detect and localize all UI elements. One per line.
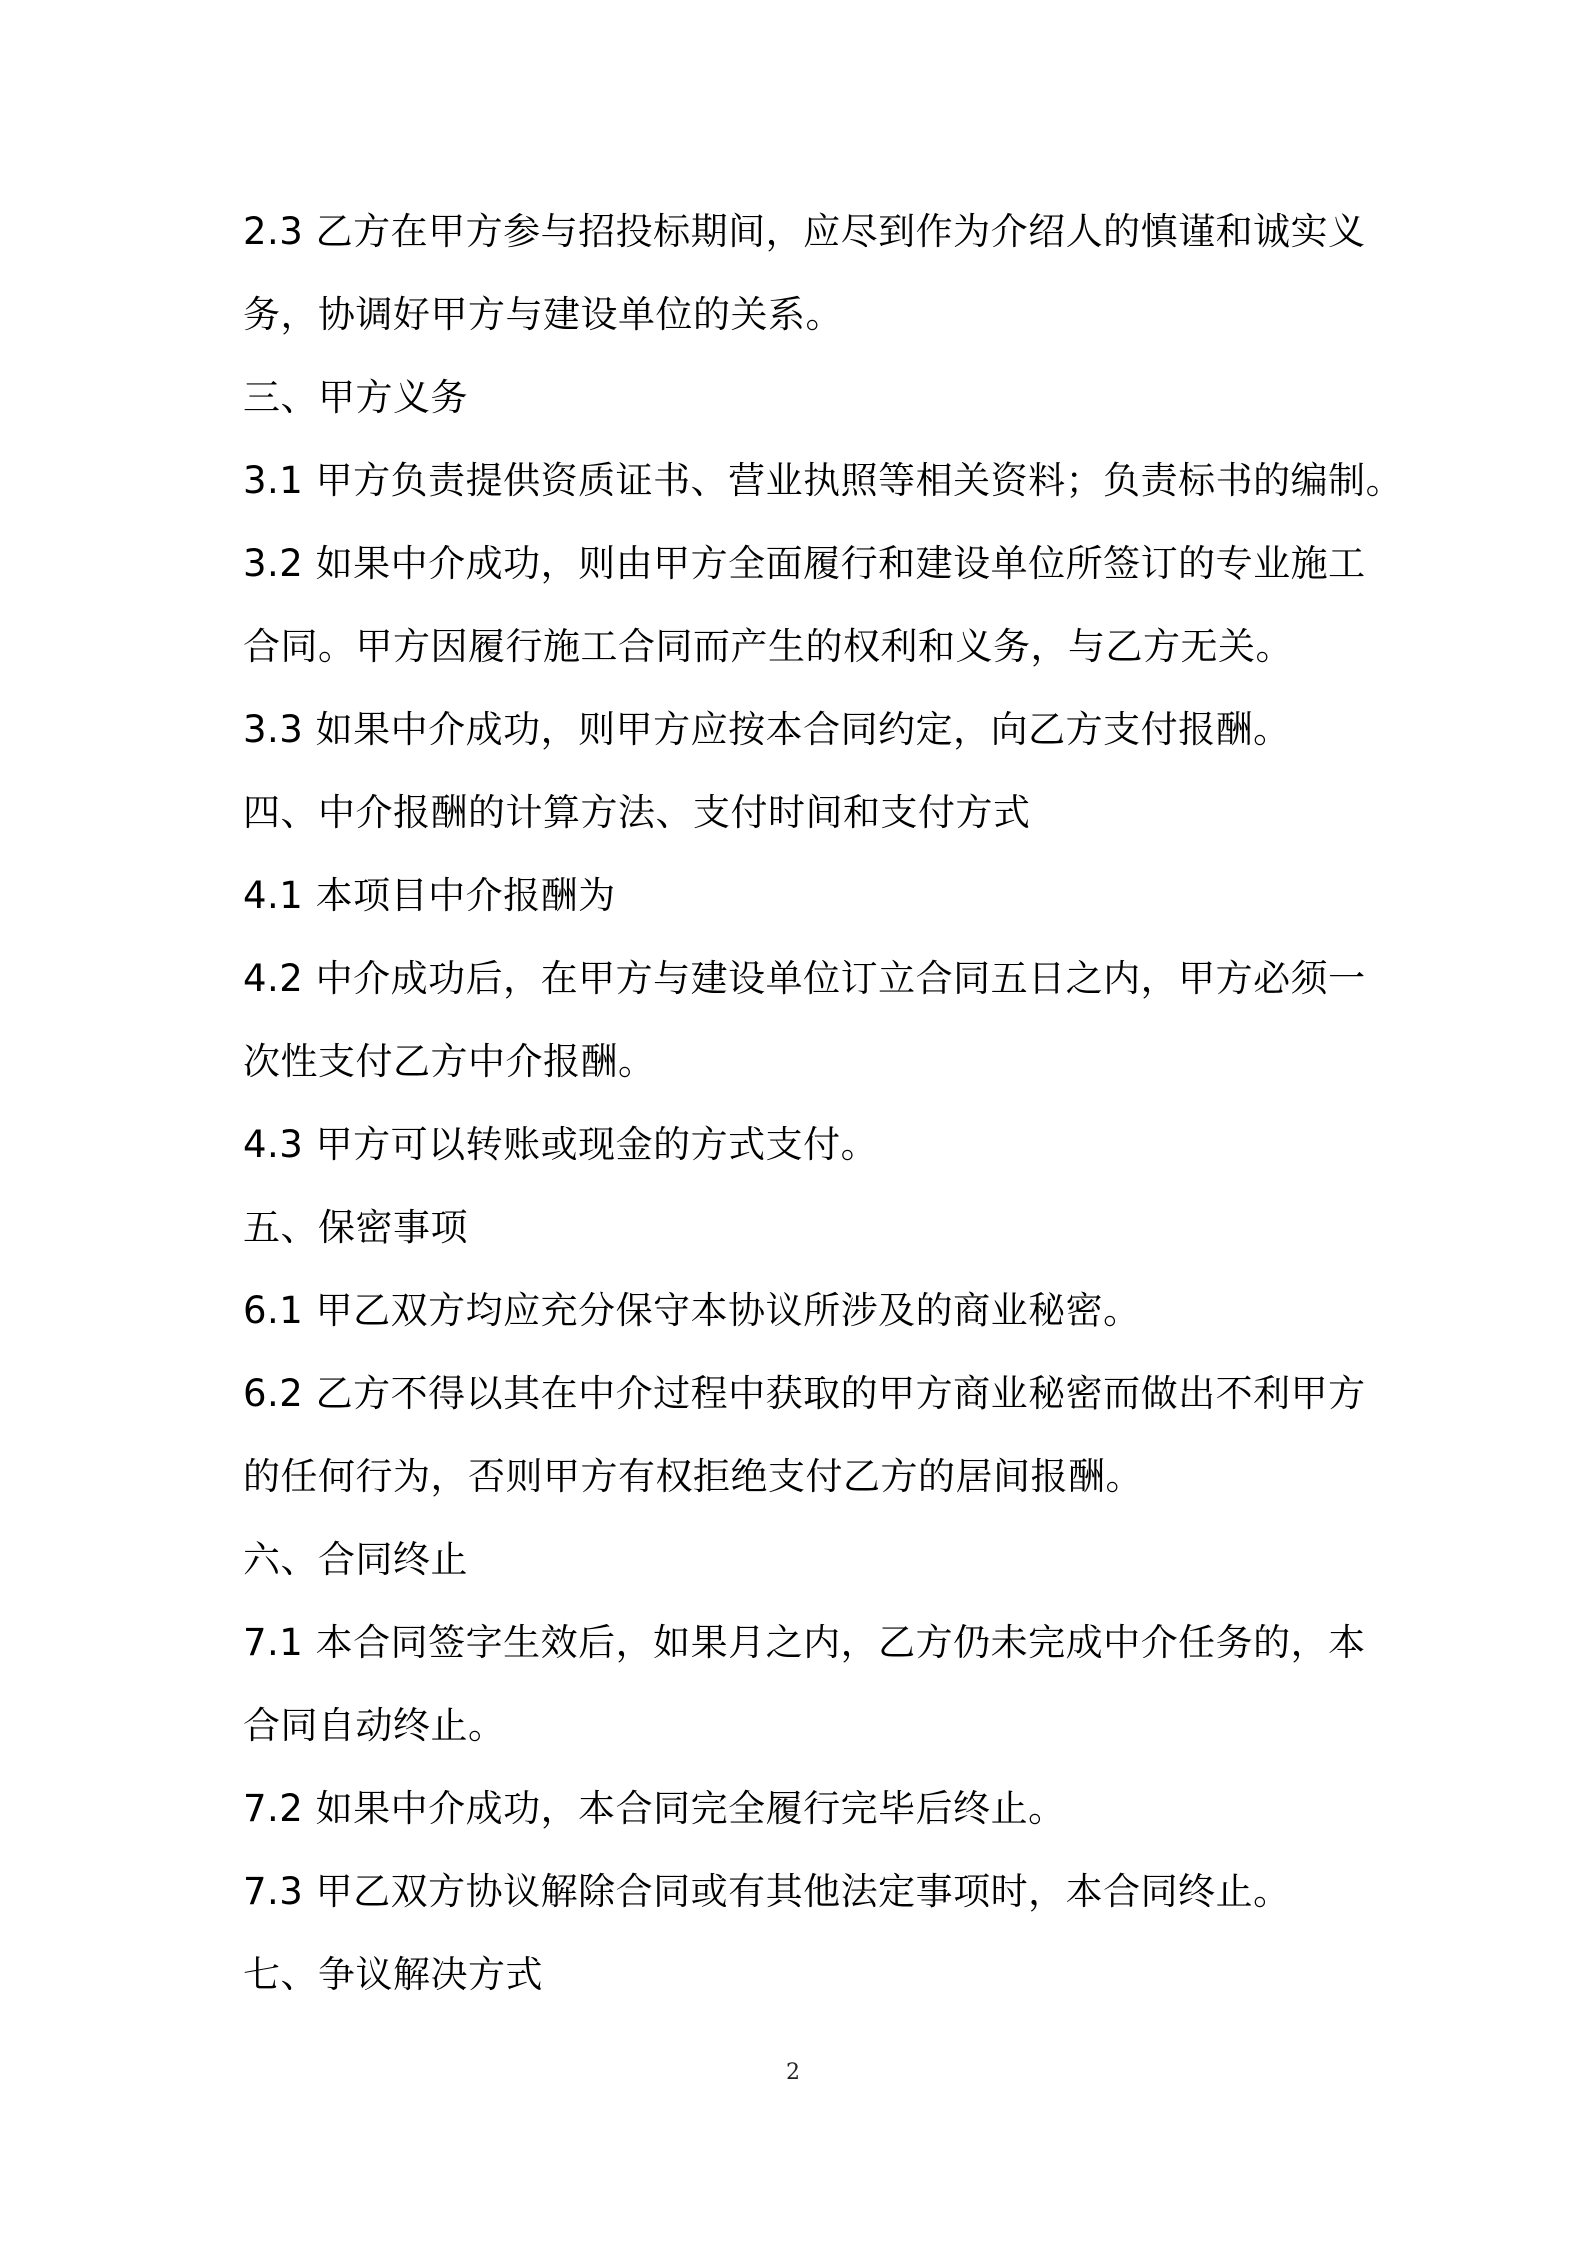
clause-3-1: 3.1 甲方负责提供资质证书、营业执照等相关资料；负责标书的编制。: [243, 459, 1404, 502]
clause-6-1: 6.1 甲乙双方均应充分保守本协议所涉及的商业秘密。: [243, 1289, 1141, 1332]
document-body: [243, 200, 1404, 2026]
clause-2-3-line-2: 务，协调好甲方与建设单位的关系。: [243, 293, 843, 336]
clause-3-2-line-2: 合同。甲方因履行施工合同而产生的权利和义务，与乙方无关。: [243, 625, 1293, 668]
clause-2-3-line-1: 2.3 乙方在甲方参与招投标期间，应尽到作为介绍人的慎谨和诚实义: [243, 210, 1366, 253]
page-number: 2: [786, 2060, 800, 2085]
clause-7-3: 7.3 甲乙双方协议解除合同或有其他法定事项时，本合同终止。: [243, 1870, 1291, 1913]
section-heading-3: 三、甲方义务: [243, 376, 468, 419]
clause-7-1-line-2: 合同自动终止。: [243, 1704, 506, 1747]
clause-4-3: 4.3 甲方可以转账或现金的方式支付。: [243, 1123, 879, 1166]
clause-3-3: 3.3 如果中介成功，则甲方应按本合同约定，向乙方支付报酬。: [243, 708, 1291, 751]
section-heading-6: 六、合同终止: [243, 1538, 468, 1581]
section-heading-4: 四、中介报酬的计算方法、支付时间和支付方式: [243, 791, 1031, 834]
section-heading-7: 七、争议解决方式: [243, 1953, 543, 1996]
clause-4-2-line-2: 次性支付乙方中介报酬。: [243, 1040, 656, 1083]
clause-7-1-line-1: 7.1 本合同签字生效后，如果月之内，乙方仍未完成中介任务的，本: [243, 1621, 1366, 1664]
clause-4-1: 4.1 本项目中介报酬为: [243, 874, 616, 917]
clause-3-2-line-1: 3.2 如果中介成功，则由甲方全面履行和建设单位所签订的专业施工: [243, 542, 1366, 585]
clause-4-2-line-1: 4.2 中介成功后，在甲方与建设单位订立合同五日之内，甲方必须一: [243, 957, 1366, 1000]
section-heading-5: 五、保密事项: [243, 1206, 468, 1249]
clause-6-2-line-1: 6.2 乙方不得以其在中介过程中获取的甲方商业秘密而做出不利甲方: [243, 1372, 1366, 1415]
clause-7-2: 7.2 如果中介成功，本合同完全履行完毕后终止。: [243, 1787, 1066, 1830]
clause-6-2-line-2: 的任何行为，否则甲方有权拒绝支付乙方的居间报酬。: [243, 1455, 1143, 1498]
